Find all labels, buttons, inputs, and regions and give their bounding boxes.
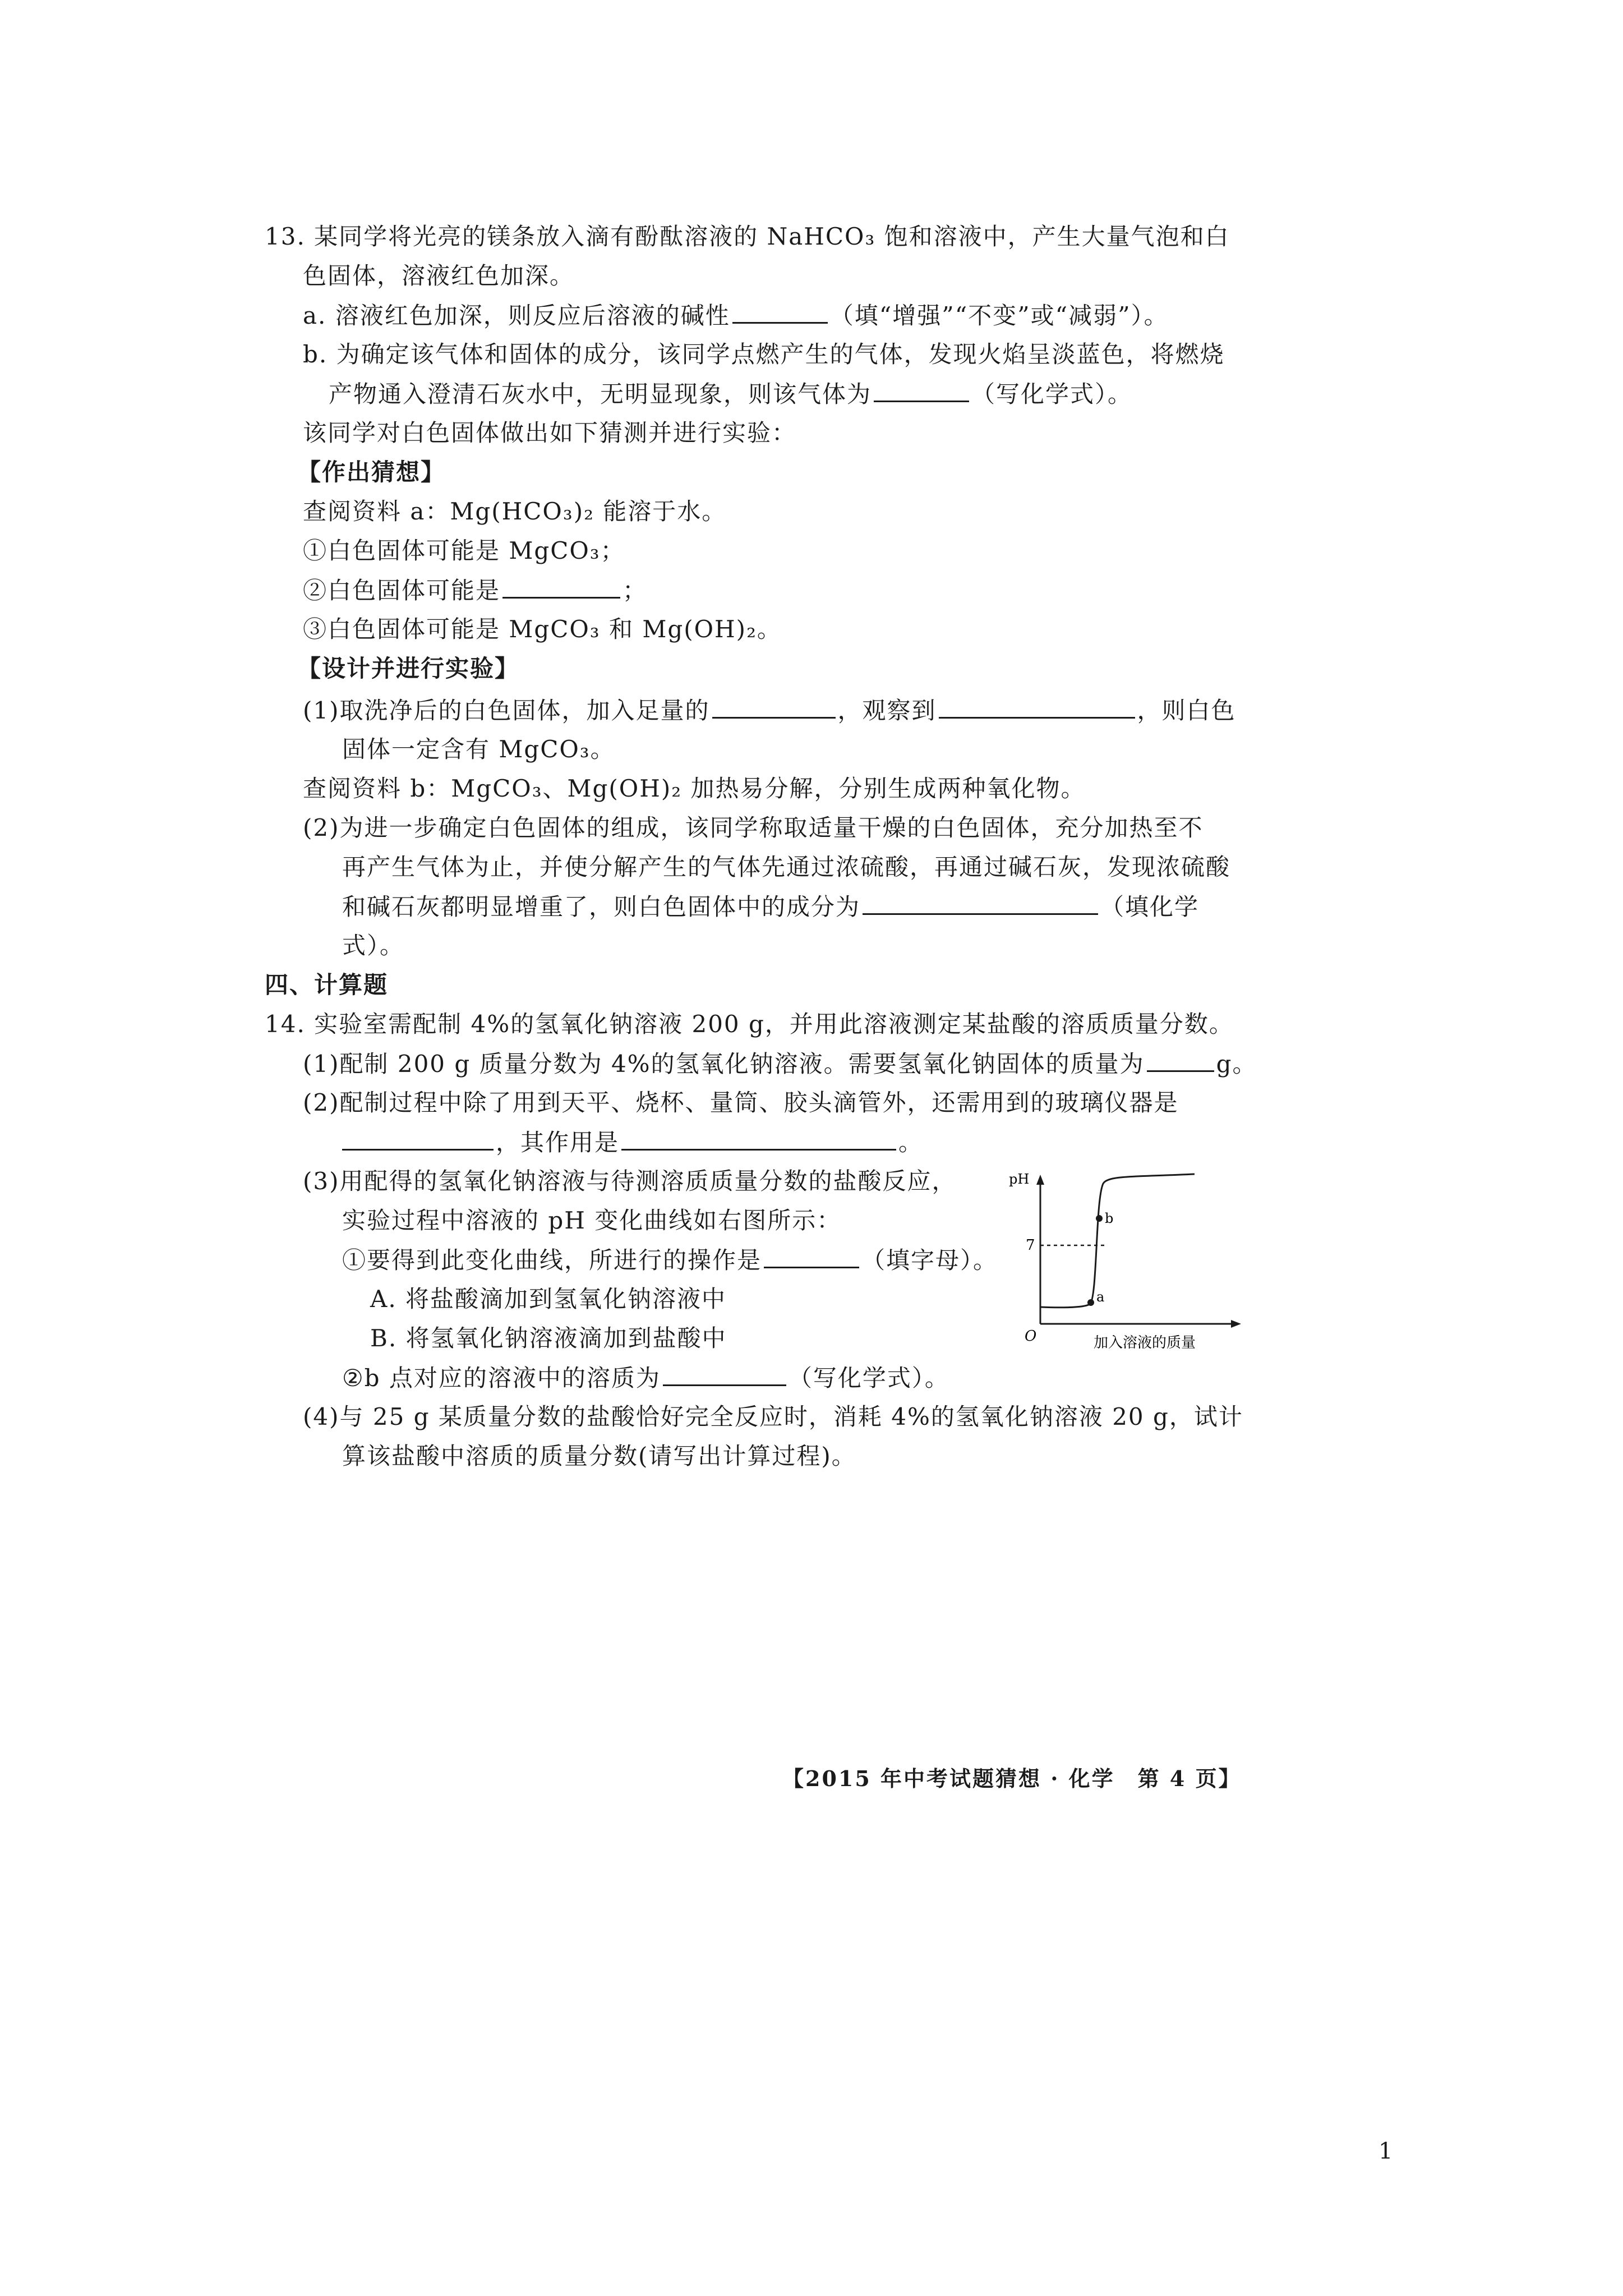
q14-part3-q1-hint: （填字母）。 bbox=[861, 1246, 998, 1274]
point-a-label: a bbox=[1096, 1289, 1105, 1305]
y-tick-7: 7 bbox=[1026, 1237, 1035, 1254]
q14-part3-q2-text: ②b 点对应的溶液中的溶质为 bbox=[342, 1364, 661, 1392]
option-b: B. 将氢氧化钠溶液滴加到盐酸中 bbox=[370, 1324, 727, 1352]
origin-label: O bbox=[1025, 1328, 1037, 1345]
q14-part4-line2: 算该盐酸中溶质的质量分数(请写出计算过程)。 bbox=[342, 1442, 856, 1470]
page-number: 1 bbox=[1378, 2138, 1393, 2164]
answer-blank[interactable] bbox=[663, 1361, 786, 1386]
q14-part3-line1: (3)用配得的氢氧化钠溶液与待测溶质质量分数的盐酸反应， bbox=[303, 1167, 957, 1195]
guess-2 bbox=[303, 573, 647, 608]
reference-b: 查阅资料 b：MgCO₃、Mg(OH)₂ 加热易分解，分别生成两种氧化物。 bbox=[303, 775, 1086, 802]
reference-a: 查阅资料 a：Mg(HCO₃)₂ 能溶于水。 bbox=[303, 498, 727, 525]
point-b bbox=[1096, 1215, 1103, 1222]
q13-b-hint: （写化学式）。 bbox=[971, 380, 1133, 408]
point-a bbox=[1087, 1299, 1094, 1306]
answer-blank[interactable] bbox=[712, 693, 836, 719]
q13-a-text: a. 溶液红色加深，则反应后溶液的碱性 bbox=[303, 302, 730, 329]
experiment-1-line1 bbox=[303, 693, 1236, 728]
q14-part3-q2 bbox=[342, 1361, 949, 1395]
answer-blank[interactable] bbox=[874, 377, 969, 402]
option-a: A. 将盐酸滴加到氢氧化钠溶液中 bbox=[370, 1285, 727, 1313]
answer-blank[interactable] bbox=[342, 1125, 494, 1151]
answer-blank[interactable] bbox=[863, 890, 1098, 915]
q14-part1-unit: g。 bbox=[1216, 1050, 1257, 1078]
experiment-2-line4: 式）。 bbox=[342, 932, 405, 959]
y-axis-label: pH bbox=[1009, 1171, 1030, 1187]
q14-stem: 14. 实验室需配制 4%的氢氧化钠溶液 200 g，并用此溶液测定某盐酸的溶质质量分数。 bbox=[265, 1010, 1234, 1038]
experiment-1-end: ，则白色 bbox=[1137, 697, 1236, 724]
q14-part4-line1: (4)与 25 g 某质量分数的盐酸恰好完全反应时，消耗 4%的氢氧化钠溶液 20 g，试计 bbox=[303, 1403, 1243, 1430]
y-axis-arrow bbox=[1036, 1175, 1044, 1185]
q14-part3-q1 bbox=[342, 1243, 998, 1277]
answer-blank[interactable] bbox=[939, 693, 1135, 719]
q14-part2-text: ，其作用是 bbox=[496, 1129, 620, 1156]
experiment-2-text: 和碱石灰都明显增重了，则白色固体中的成分为 bbox=[342, 893, 861, 921]
ph-curve-chart bbox=[1007, 1167, 1248, 1352]
q13-stem-line1: 13. 某同学将光亮的镁条放入滴有酚酞溶液的 NaHCO₃ 饱和溶液中，产生大量气泡和白 bbox=[265, 223, 1230, 250]
point-b-label: b bbox=[1105, 1211, 1114, 1226]
experiment-1-text: (1)取洗净后的白色固体，加入足量的 bbox=[303, 697, 710, 724]
guess-2-text: ②白色固体可能是 bbox=[303, 577, 501, 604]
q14-part3-q1-text: ①要得到此变化曲线，所进行的操作是 bbox=[342, 1246, 762, 1274]
experiment-1-observe: ，观察到 bbox=[837, 697, 937, 724]
x-axis-arrow bbox=[1231, 1320, 1241, 1328]
experiment-1-line2: 固体一定含有 MgCO₃。 bbox=[342, 735, 615, 763]
guess-3: ③白色固体可能是 MgCO₃ 和 Mg(OH)₂。 bbox=[303, 615, 782, 643]
q13-a bbox=[303, 298, 1169, 333]
experiment-heading: 【设计并进行实验】 bbox=[297, 655, 520, 682]
q13-stem-line2: 色固体，溶液红色加深。 bbox=[303, 262, 575, 289]
q14-part2-line1: (2)配制过程中除了用到天平、烧杯、量筒、胶头滴管外，还需用到的玻璃仪器是 bbox=[303, 1089, 1179, 1116]
q14-part3-q2-hint: （写化学式）。 bbox=[788, 1364, 949, 1392]
experiment-2-line1: (2)为进一步确定白色固体的组成，该同学称取适量干燥的白色固体，充分加热至不 bbox=[303, 814, 1204, 841]
answer-blank[interactable] bbox=[732, 298, 828, 324]
experiment-2-line3 bbox=[342, 890, 1199, 924]
q13-intro: 该同学对白色固体做出如下猜测并进行实验： bbox=[303, 419, 797, 447]
experiment-2-line2: 再产生气体为止，并使分解产生的气体先通过浓硫酸，再通过碱石灰，发现浓硫酸 bbox=[342, 853, 1231, 881]
q14-part1 bbox=[303, 1047, 1257, 1081]
q13-b-line1: b. 为确定该气体和固体的成分，该同学点燃产生的气体，发现火焰呈淡蓝色，将燃烧 bbox=[303, 341, 1225, 368]
q14-part3-line2: 实验过程中溶液的 pH 变化曲线如右图所示： bbox=[342, 1207, 842, 1234]
section-heading: 四、计算题 bbox=[265, 971, 389, 999]
answer-blank[interactable] bbox=[764, 1243, 859, 1268]
page-footer: 【2015 年中考试题猜想 · 化学 第 4 页】 bbox=[782, 1766, 1242, 1791]
q14-part2-end: 。 bbox=[898, 1129, 924, 1156]
q14-part2-line2 bbox=[342, 1125, 923, 1159]
q14-part1-text: (1)配制 200 g 质量分数为 4%的氢氧化钠溶液。需要氢氧化钠固体的质量为 bbox=[303, 1050, 1145, 1078]
x-axis-label: 加入溶液的质量 bbox=[1094, 1335, 1196, 1351]
guess-heading: 【作出猜想】 bbox=[297, 458, 446, 486]
experiment-2-hint: （填化学 bbox=[1100, 893, 1200, 921]
answer-blank[interactable] bbox=[1147, 1047, 1214, 1072]
answer-blank[interactable] bbox=[621, 1125, 896, 1151]
guess-1: ①白色固体可能是 MgCO₃； bbox=[303, 537, 625, 564]
ph-curve bbox=[1040, 1174, 1195, 1308]
q13-b-text: 产物通入澄清石灰水中，无明显现象，则该气体为 bbox=[329, 380, 872, 408]
q13-b-line2 bbox=[329, 377, 1132, 411]
guess-2-end: ； bbox=[623, 577, 648, 604]
q13-a-hint: （填“增强”“不变”或“减弱”）。 bbox=[829, 302, 1169, 329]
answer-blank[interactable] bbox=[502, 573, 620, 599]
